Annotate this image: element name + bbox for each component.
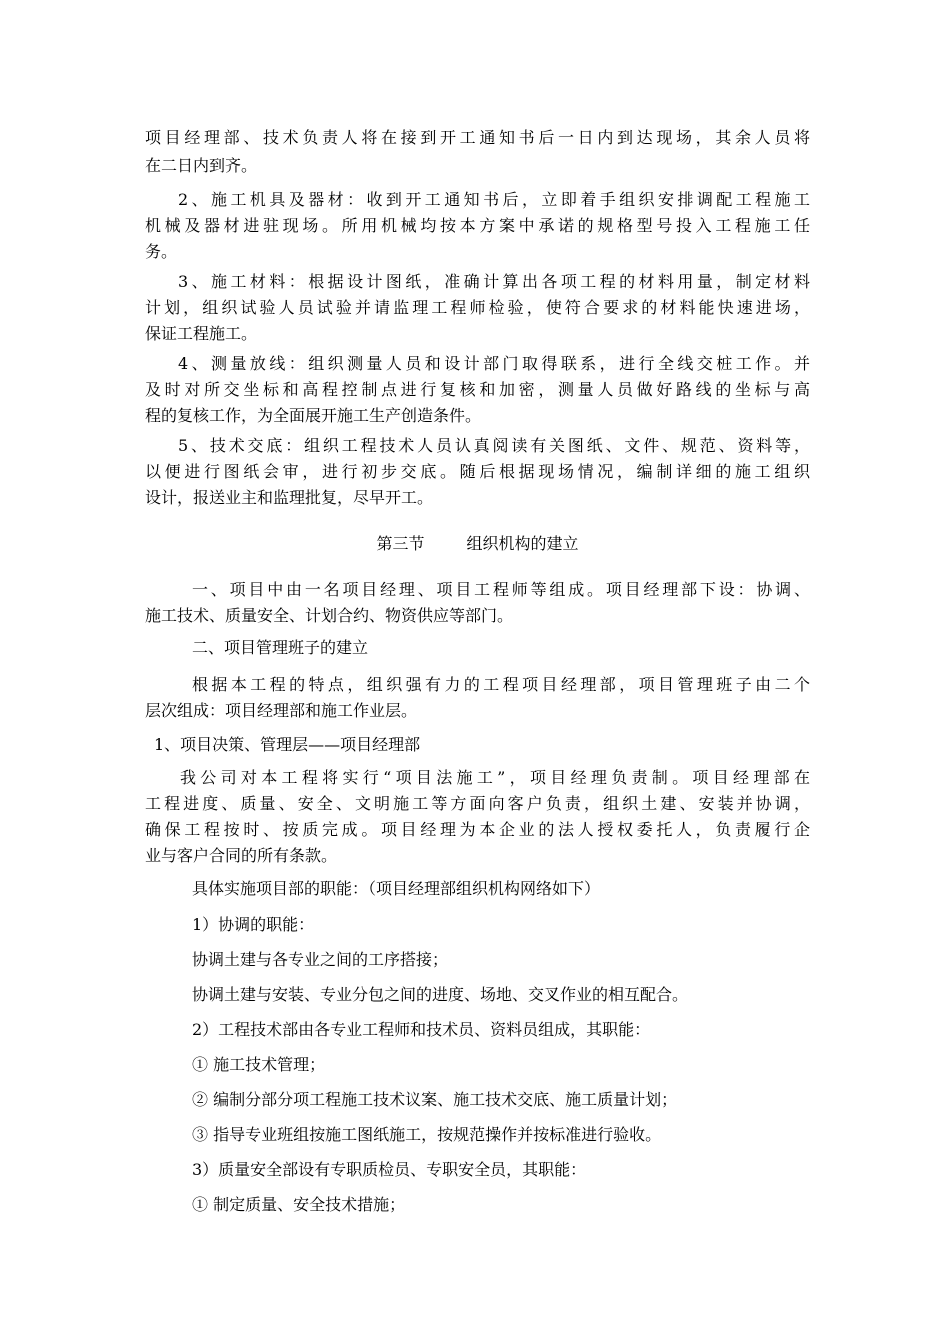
text-line: 保证工程施工。: [145, 324, 258, 343]
list-item: ③ 指导专业班组按施工图纸施工，按规范操作并按标准进行验收。: [192, 1125, 662, 1144]
text-line: 计划，组织试验人员试验并请监理工程师检验，使符合要求的材料能快速进场，: [145, 298, 810, 317]
text-line: 业与客户合同的所有条款。: [145, 846, 338, 865]
text-line: 务。: [145, 242, 178, 261]
text-line: 确保工程按时、按质完成。项目经理为本企业的法人授权委托人，负责履行企: [145, 820, 810, 839]
text-line: 以便进行图纸会审，进行初步交底。随后根据现场情况，编制详细的施工组织: [145, 462, 810, 481]
text-line: 在二日内到齐。: [145, 156, 258, 175]
text-line: 及时对所交坐标和高程控制点进行复核和加密，测量人员做好路线的坐标与高: [145, 380, 810, 399]
text-line: 具体实施项目部的职能：（项目经理部组织机构网络如下）: [192, 879, 601, 898]
text-line: 项目经理部、技术负责人将在接到开工通知书后一日内到达现场，其余人员将: [145, 128, 810, 147]
text-line: 我公司对本工程将实行“项目法施工”，项目经理负责制。项目经理部在: [180, 768, 810, 787]
text-line: 根据本工程的特点，组织强有力的工程项目经理部，项目管理班子由二个: [192, 675, 810, 694]
subheading: 1、项目决策、管理层——项目经理部: [154, 735, 421, 754]
text-line: 4、测量放线：组织测量人员和设计部门取得联系，进行全线交桩工作。并: [178, 354, 810, 373]
list-item: ② 编制分部分项工程施工技术议案、施工技术交底、施工质量计划；: [192, 1090, 678, 1109]
text-line: 程的复核工作，为全面展开施工生产创造条件。: [145, 406, 482, 425]
subheading: 二、项目管理班子的建立: [192, 638, 369, 657]
text-line: 3）质量安全部设有专职质检员、专职安全员，其职能：: [192, 1160, 587, 1179]
list-item: ① 制定质量、安全技术措施；: [192, 1195, 406, 1214]
text-line: 一、项目中由一名项目经理、项目工程师等组成。项目经理部下设：协调、: [192, 580, 810, 599]
list-item: ① 施工技术管理；: [192, 1055, 326, 1074]
text-line: 施工技术、质量安全、计划合约、物资供应等部门。: [145, 606, 514, 625]
text-line: 协调土建与安装、专业分包之间的进度、场地、交叉作业的相互配合。: [192, 985, 689, 1004]
text-line: 1）协调的职能：: [192, 915, 315, 934]
text-line: 机械及器材进驻现场。所用机械均按本方案中承诺的规格型号投入工程施工任: [145, 216, 810, 235]
text-line: 5、技术交底：组织工程技术人员认真阅读有关图纸、文件、规范、资料等，: [178, 436, 810, 455]
text-line: 层次组成：项目经理部和施工作业层。: [145, 701, 418, 720]
text-line: 设计，报送业主和监理批复，尽早开工。: [145, 488, 434, 507]
section-number: 第三节: [376, 534, 425, 553]
text-line: 2）工程技术部由各专业工程师和技术员、资料员组成，其职能：: [192, 1020, 651, 1039]
text-line: 工程进度、质量、安全、文明施工等方面向客户负责，组织土建、安装并协调，: [145, 794, 810, 813]
section-title: [145, 533, 810, 557]
section-name: 组织机构的建立: [466, 534, 579, 553]
text-line: 协调土建与各专业之间的工序搭接；: [192, 950, 449, 969]
text-line: 3、施工材料：根据设计图纸，准确计算出各项工程的材料用量，制定材料: [178, 272, 810, 291]
text-line: 2、施工机具及器材：收到开工通知书后，立即着手组织安排调配工程施工: [178, 190, 810, 209]
